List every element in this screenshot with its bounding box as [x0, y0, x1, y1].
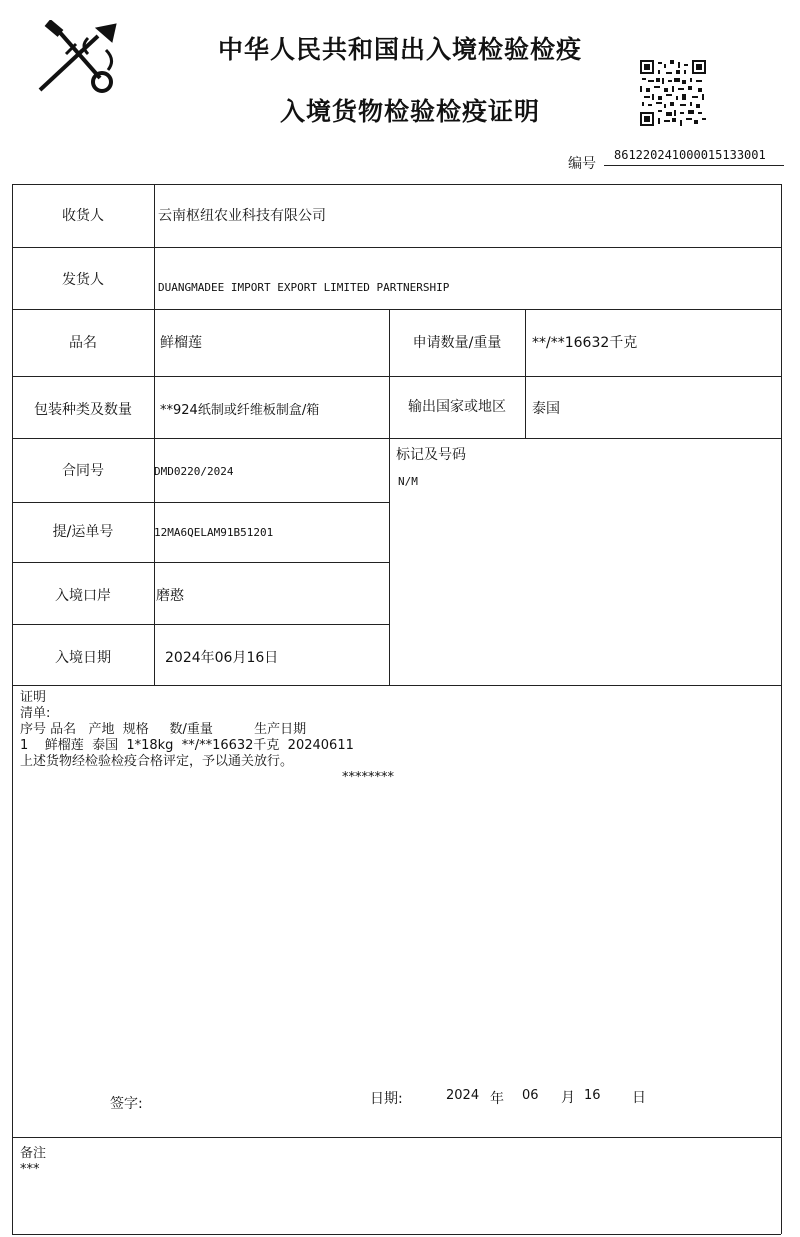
marks-value: N/M — [398, 475, 418, 488]
origin-value: 泰国 — [532, 401, 560, 417]
entry-date-value: 2024年06月16日 — [165, 650, 279, 666]
remarks-section — [20, 1146, 46, 1178]
packaging-label: 包装种类及数量 — [34, 402, 132, 418]
contract-number-label: 合同号 — [62, 463, 104, 479]
entry-port-label: 入境口岸 — [55, 588, 111, 604]
remarks-value: *** — [20, 1162, 40, 1177]
serial-number-label: 编号 — [568, 156, 596, 172]
document-title: 中华人民共和国出入境检验检疫 — [217, 35, 582, 64]
goods-list-row: 1 鲜榴莲 泰国 1*18kg **/**16632千克 20240611 — [20, 738, 354, 753]
certificate-heading: 证明 — [20, 690, 47, 705]
remarks-label: 备注 — [20, 1146, 47, 1161]
date-month-unit: 月 — [561, 1090, 575, 1106]
declared-quantity-value: **/**16632千克 — [532, 335, 638, 351]
product-name-value: 鲜榴莲 — [160, 335, 202, 351]
certificate-body — [20, 690, 394, 786]
signature-label: 签字: — [110, 1096, 143, 1112]
certificate-statement: 上述货物经检验检疫合格评定，予以通关放行。 — [20, 754, 294, 769]
date-label: 日期: — [370, 1091, 403, 1107]
certificate-list-label: 清单: — [20, 706, 51, 721]
bill-number-value: 12MA6QELAM91B51201 — [154, 526, 274, 539]
contract-number-value: DMD0220/2024 — [154, 465, 234, 478]
entry-date-label: 入境日期 — [55, 650, 111, 666]
product-name-label: 品名 — [69, 335, 97, 351]
marks-label: 标记及号码 — [396, 447, 466, 463]
entry-port-value: 磨憨 — [156, 588, 184, 604]
date-month: 06 — [522, 1088, 539, 1103]
consignee-label: 收货人 — [62, 208, 104, 224]
bill-number-label: 提/运单号 — [52, 524, 114, 540]
consignor-value: DUANGMADEE IMPORT EXPORT LIMITED PARTNERSHIP — [158, 281, 450, 294]
consignee-value: 云南枢纽农业科技有限公司 — [158, 208, 326, 224]
date-day-unit: 日 — [632, 1090, 646, 1106]
packaging-value: **924纸制或纤维板制盒/箱 — [160, 403, 320, 418]
origin-label: 输出国家或地区 — [408, 399, 506, 415]
date-year: 2024 — [446, 1088, 480, 1103]
document-subtitle: 入境货物检验检疫证明 — [279, 97, 540, 126]
qr-code-icon — [640, 60, 706, 126]
serial-number-value: 861220241000015133001 — [604, 148, 784, 166]
declared-quantity-label: 申请数量/重量 — [412, 335, 502, 351]
consignor-label: 发货人 — [62, 272, 104, 288]
certificate-stars: ******** — [342, 770, 394, 785]
date-day: 16 — [584, 1088, 601, 1103]
date-year-unit: 年 — [490, 1091, 504, 1107]
goods-list-header: 序号 品名 产地 规格 数/重量 生产日期 — [20, 722, 307, 737]
